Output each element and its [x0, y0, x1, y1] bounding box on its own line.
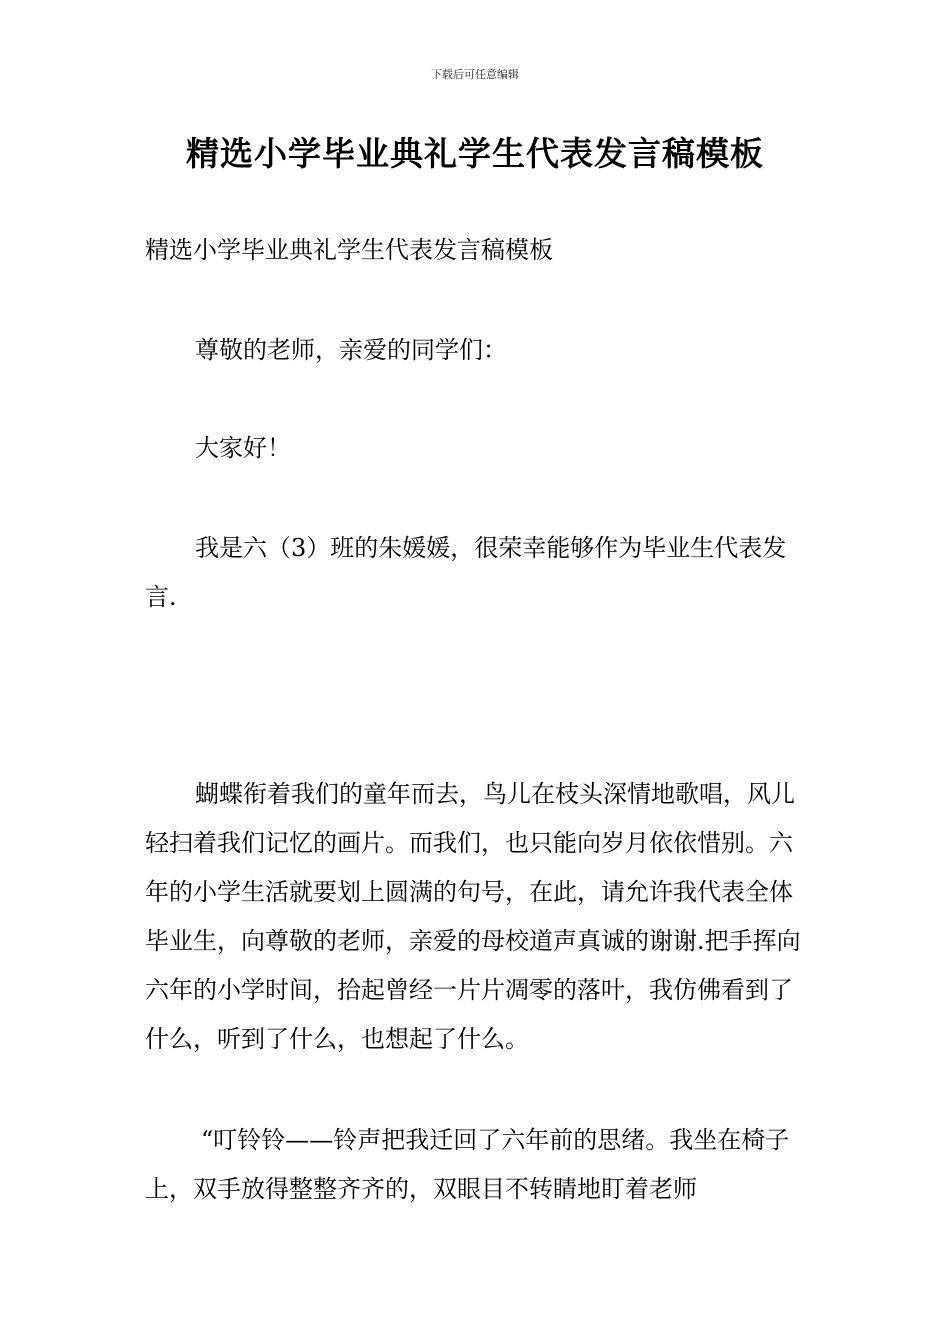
intro-paragraph [145, 524, 809, 622]
intro-text: 我是六（3）班的朱媛媛，很荣幸能够作为毕业生代表发言. [145, 534, 787, 611]
butterfly-text: 蝴蝶衔着我们的童年而去，鸟儿在枝头深情地歌唱，风儿轻扫着我们记忆的画片。而我们，也只能向岁月依依惜别。六年的小学生活就要划上圆满的句号，在此，请允许我代表全体毕业生，向尊敬的老师，亲爱的母校道声真诚的谢谢.把手挥向六年的小学时间，拾起曾经一片片凋零的落叶，我仿佛看到了什么，听到了什么，也想起了什么。 [145, 780, 801, 1053]
header-note: 下载后可任意编辑 [431, 68, 519, 81]
subtitle-text: 精选小学毕业典礼学生代表发言稿模板 [145, 236, 553, 264]
hello-paragraph [145, 424, 809, 473]
document-subtitle [145, 226, 809, 275]
butterfly-paragraph [145, 770, 809, 1064]
document-title: 精选小学毕业典礼学生代表发言稿模板 [186, 134, 764, 173]
greeting-paragraph [145, 326, 809, 375]
bell-paragraph [145, 1116, 809, 1214]
bell-text: “叮铃铃——铃声把我迁回了六年前的思绪。我坐在椅子上，双手放得整整齐齐的，双眼目不转睛地盯着老师 [145, 1126, 790, 1203]
greeting-text: 尊敬的老师，亲爱的同学们： [195, 336, 507, 364]
hello-text: 大家好！ [195, 434, 291, 462]
